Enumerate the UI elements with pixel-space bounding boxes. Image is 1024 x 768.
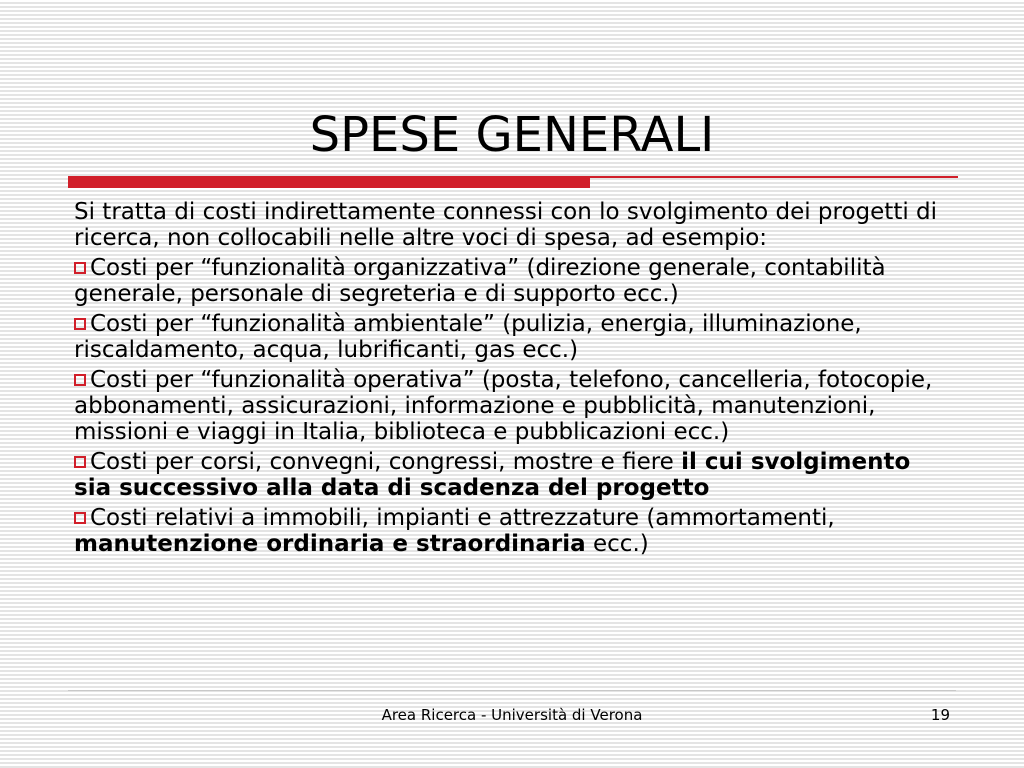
- bullet-bold-text: il cui svolgimento sia successivo alla data di scadenza del progetto: [74, 449, 911, 501]
- title-underline-thick: [68, 176, 590, 188]
- bullet-item: [74, 505, 954, 557]
- hollow-square-icon: [74, 512, 86, 524]
- intro-paragraph: Si tratta di costi indirettamente connessi con lo svolgimento dei progetti di ricerca, non collocabili nelle altre voci di spesa, ad esempio:: [74, 199, 938, 251]
- bullet-bold-text: manutenzione ordinaria e straordinaria: [74, 531, 586, 557]
- bullet-item: [74, 449, 954, 501]
- hollow-square-icon: [74, 456, 86, 468]
- bullet-text: Costi per “funzionalità organizzativa” (direzione generale, contabilità generale, personale di segreteria e di supporto ecc.): [74, 255, 886, 307]
- footer-divider: [68, 690, 956, 691]
- title-underline-thin: [590, 176, 958, 178]
- bullet-item: [74, 311, 954, 363]
- bullet-trailing-text: ecc.): [585, 531, 649, 557]
- page-number: 19: [930, 706, 950, 724]
- hollow-square-icon: [74, 318, 86, 330]
- slide-body: [74, 199, 954, 561]
- bullet-text: Costi per “funzionalità ambientale” (pulizia, energia, illuminazione, riscaldamento, acqua, lubrificanti, gas ecc.): [74, 311, 862, 363]
- bullet-text: Costi per corsi, convegni, congressi, mostre e fiere: [90, 449, 682, 475]
- hollow-square-icon: [74, 374, 86, 386]
- bullet-text: Costi per “funzionalità operativa” (posta, telefono, cancelleria, fotocopie, abbonamenti, assicurazioni, informazione e pubblicità, manutenzioni, missioni e viaggi in Italia, biblioteca e pubblicazioni ecc.): [74, 367, 933, 445]
- footer-label: Area Ricerca - Università di Verona: [381, 706, 643, 724]
- hollow-square-icon: [74, 262, 86, 274]
- bullet-item: [74, 367, 954, 445]
- bullet-text: Costi relativi a immobili, impianti e attrezzature (ammortamenti,: [90, 505, 835, 531]
- slide-title: SPESE GENERALI: [309, 107, 715, 163]
- bullet-item: [74, 255, 954, 307]
